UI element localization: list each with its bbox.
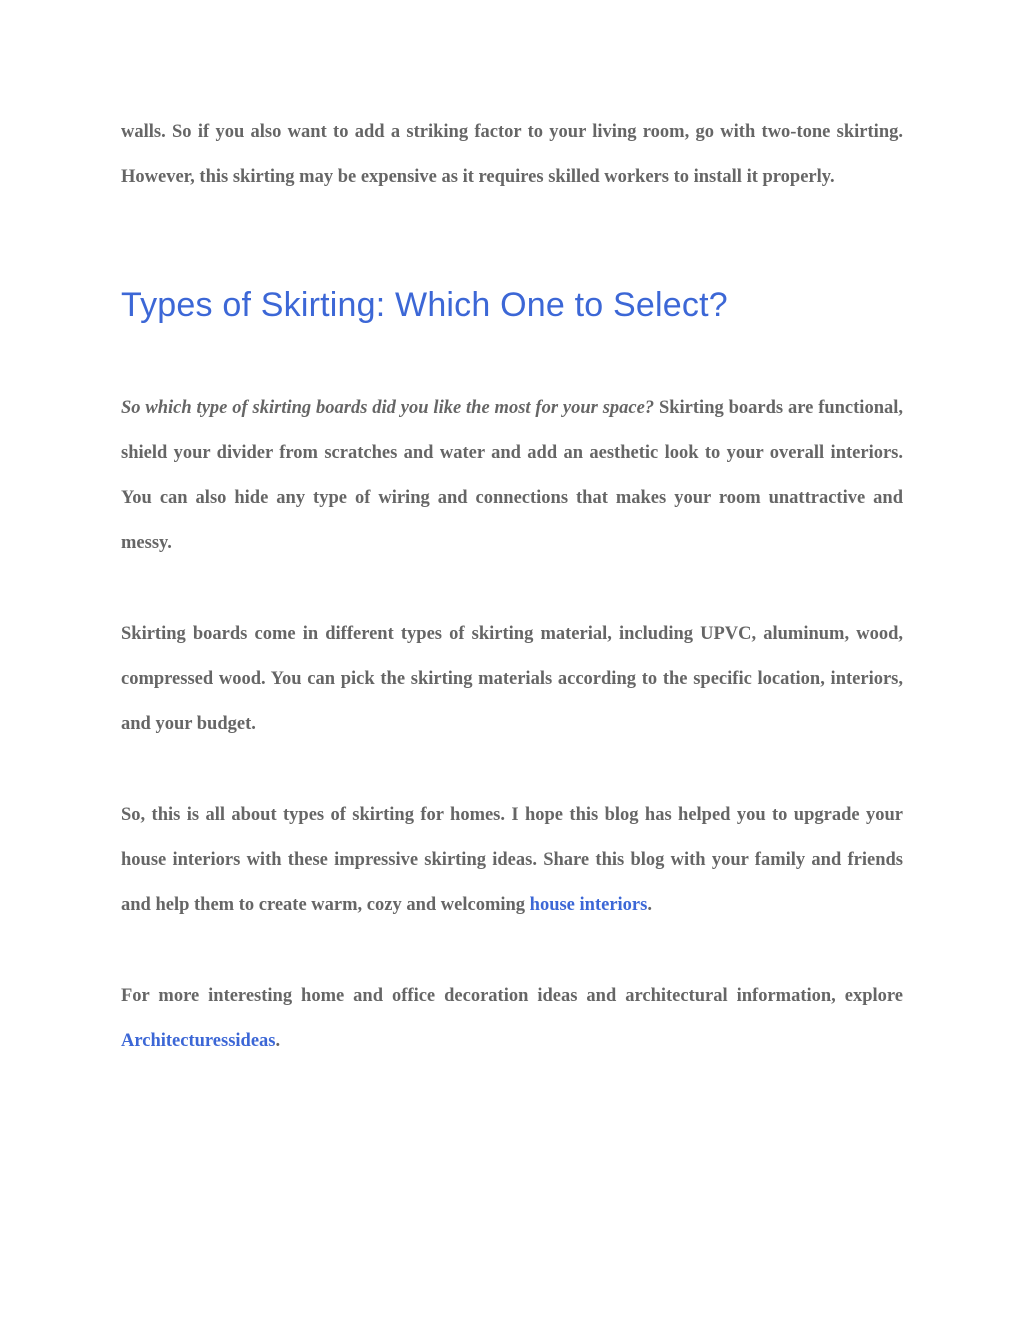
house-interiors-link[interactable]: house interiors (529, 895, 648, 916)
intro-paragraph: walls. So if you also want to add a striking factor to your living room, go with two-tone skirting. However, this skirting may be expensive as it requires skilled workers to install it properly. (121, 122, 903, 188)
paragraph-skirting-materials: Skirting boards come in different types of skirting material, including UPVC, aluminum, wood, compressed wood. You can pick the skirting materials according to the specific location, interiors, and your budget. (121, 623, 903, 735)
paragraph-text: Skirting boards are functional, shield your divider from scratches and water and add an aesthetic look to your overall interiors. You can also hide any type of wiring and connections that makes your room unattractive and messy. (121, 397, 903, 554)
paragraph-text: So, this is all about types of skirting for homes. I hope this blog has helped you to upgrade your house interiors with these impressive skirting ideas. Share this blog with your family and friends and help them to create warm, cozy and welcoming (121, 804, 903, 916)
paragraph-punctuation: . (275, 1030, 281, 1051)
architecturessideas-link[interactable]: Architecturessideas (121, 1030, 276, 1051)
paragraph-punctuation: . (647, 895, 652, 916)
italic-question: So which type of skirting boards did you like the most for your space? (121, 397, 655, 418)
paragraph-explore (121, 974, 903, 1065)
paragraph-text: For more interesting home and office decoration ideas and architectural information, explore (121, 985, 903, 1006)
document-page (121, 110, 903, 1064)
paragraph-conclusion (121, 793, 903, 929)
section-heading: Types of Skirting: Which One to Select? (121, 285, 728, 324)
paragraph-skirting-benefits (121, 386, 903, 567)
